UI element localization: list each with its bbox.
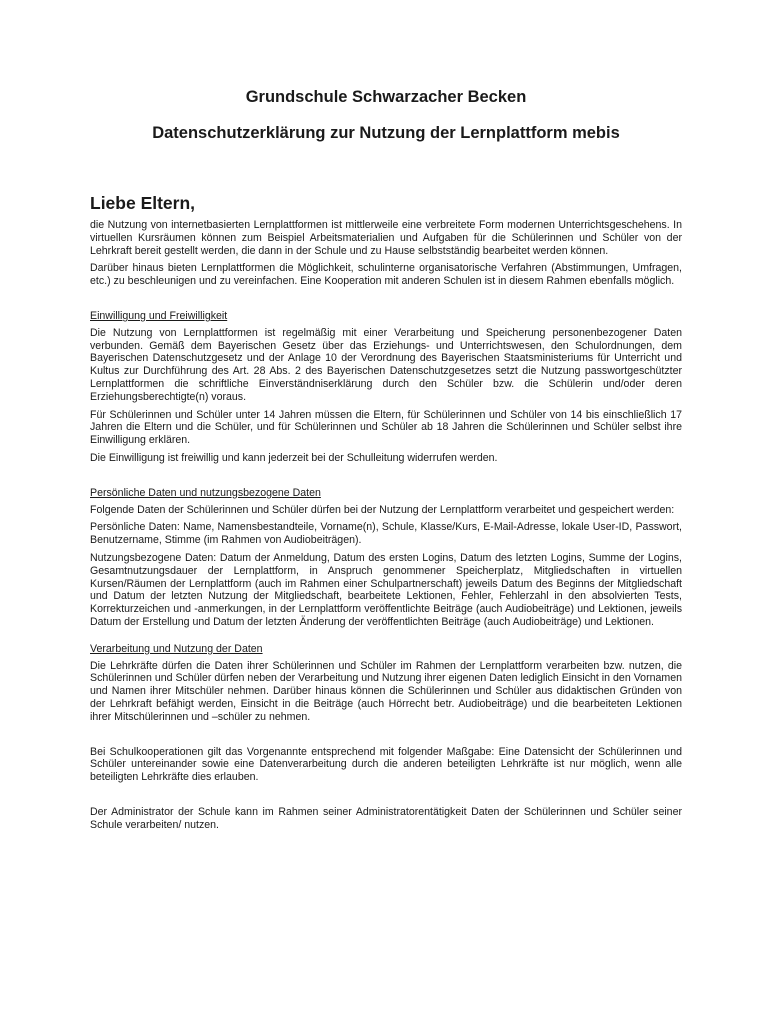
section-heading: Einwilligung und Freiwilligkeit bbox=[90, 309, 228, 322]
paragraph: Die Nutzung von Lernplattformen ist regelmäßig mit einer Verarbeitung und Speicherung personenbezogener Daten verbunden. Gemäß dem Bayerischen Gesetz über das Erziehungs- und Unterrichtswesen, den Schulordnungen, dem Bayerischen Datenschutzgesetz und der Anlage 10 der Verordnung des Bayerischen Staatsministeriums für Unterricht und Kultus zur Durchführung des Art. 28 Abs. 2 des Bayerischen Datenschutzgesetzes setzt die Nutzung passwortgeschützter Lernplattformen die schriftliche Einverständniserklärung durch den Schüler bzw. die Schülerin und/oder deren Erziehungsberechtigte(n) voraus. bbox=[90, 326, 682, 403]
paragraph: Persönliche Daten: Name, Namensbestandteile, Vorname(n), Schule, Klasse/Kurs, E-Mail-Adresse, lokale User-ID, Passwort, Benutzername, Stimme (im Rahmen von Audiobeiträgen). bbox=[90, 521, 682, 547]
paragraph: Darüber hinaus bieten Lernplattformen die Möglichkeit, schulinterne organisatorische Verfahren (Abstimmungen, Umfragen, etc.) zu beschleunigen und zu vereinfachen. Eine Kooperation mit anderen Schulen ist in diesem Rahmen ebenfalls möglich. bbox=[90, 262, 682, 288]
paragraph: Bei Schulkooperationen gilt das Vorgenannte entsprechend mit folgender Maßgabe: Eine Datensicht der Schülerinnen und Schüler untereinander sowie eine Datenverarbeitung durch die anderen beteiligten Lehrkräfte ist nur möglich, wenn alle beteiligten Lehrkräfte dies erlauben. bbox=[90, 745, 682, 784]
consent-section bbox=[90, 310, 682, 465]
paragraph: Die Einwilligung ist freiwillig und kann jederzeit bei der Schulleitung widerrufen werden. bbox=[90, 451, 498, 464]
paragraph: Folgende Daten der Schülerinnen und Schüler dürfen bei der Nutzung der Lernplattform verarbeitet und gespeichert werden: bbox=[90, 503, 675, 516]
school-name: Grundschule Schwarzacher Becken bbox=[245, 88, 527, 106]
document-title: Datenschutzerklärung zur Nutzung der Lernplattform mebis bbox=[152, 124, 620, 142]
intro-section bbox=[90, 219, 682, 288]
paragraph: Die Lehrkräfte dürfen die Daten ihrer Schülerinnen und Schüler im Rahmen der Lernplattform verarbeiten bzw. nutzen, die Schülerinnen und Schüler dürfen neben der Verarbeitung und Nutzung ihrer eigenen Daten lediglich Einsicht in den Vornamen und Namen ihrer Mitschüler nehmen. Darüber hinaus können die Schülerinnen und Schüler aus didaktischen Gründen von der Lehrkraft befähigt werden, Einsicht in die Beiträge (auch Hörrecht betr. Audiobeiträge) und die bearbeiteten Lektionen ihrer Mitschülerinnen und –schüler zu nehmen. bbox=[90, 659, 682, 723]
section-heading: Persönliche Daten und nutzungsbezogene Daten bbox=[90, 486, 321, 499]
paragraph: Der Administrator der Schule kann im Rahmen seiner Administratorentätigkeit Daten der Schülerinnen und Schüler seiner Schule verarbeiten/ nutzen. bbox=[90, 805, 682, 831]
paragraph: Für Schülerinnen und Schüler unter 14 Jahren müssen die Eltern, für Schülerinnen und Schüler von 14 bis einschließlich 17 Jahren die Eltern und die Schüler, und für Schülerinnen und Schüler ab 18 Jahren die Schülerinnen und Schüler selbst ihre Einwilligung erklären. bbox=[90, 408, 682, 447]
personal-data-section bbox=[90, 487, 682, 629]
processing-section bbox=[90, 643, 682, 832]
paragraph: die Nutzung von internetbasierten Lernplattformen ist mittlerweile eine verbreitete Form modernen Unterrichtsgeschehens. In virtuellen Kursräumen können zum Beispiel Arbeitsmaterialien und Aufgaben für die Schülerinnen und Schüler von der Lehrkraft bereit gestellt werden, die dann in der Schule und zu Hause selbstständig bearbeitet werden können. bbox=[90, 219, 682, 257]
section-heading: Verarbeitung und Nutzung der Daten bbox=[90, 642, 263, 655]
greeting: Liebe Eltern, bbox=[90, 193, 196, 213]
paragraph: Nutzungsbezogene Daten: Datum der Anmeldung, Datum des ersten Logins, Datum des letzten Logins, Summe der Logins, Gesamtnutzungsdauer der Lernplattform, in Anspruch genommener Speicherplatz, Mitgliedschaften in virtuellen Kursen/Räumen der Lernplattform (auch im Rahmen einer Schulpartnerschaft) jeweils Datum des Beginns der Mitgliedschaft und Datum der letzten Nutzung der Mitgliedschaft, bearbeitete Lektionen, Fehler, Fehlerzahl in den absolvierten Tests, Korrekturzeichen und -anmerkungen, in der Lernplattform veröffentlichte Beiträge (auch Audiobeiträge) und Lektionen, jeweils Datum der Erstellung und Datum der letzten Änderung der veröffentlichten Beiträge (auch Audiobeiträge) und Lektionen. bbox=[90, 551, 682, 628]
document-body bbox=[90, 219, 682, 836]
